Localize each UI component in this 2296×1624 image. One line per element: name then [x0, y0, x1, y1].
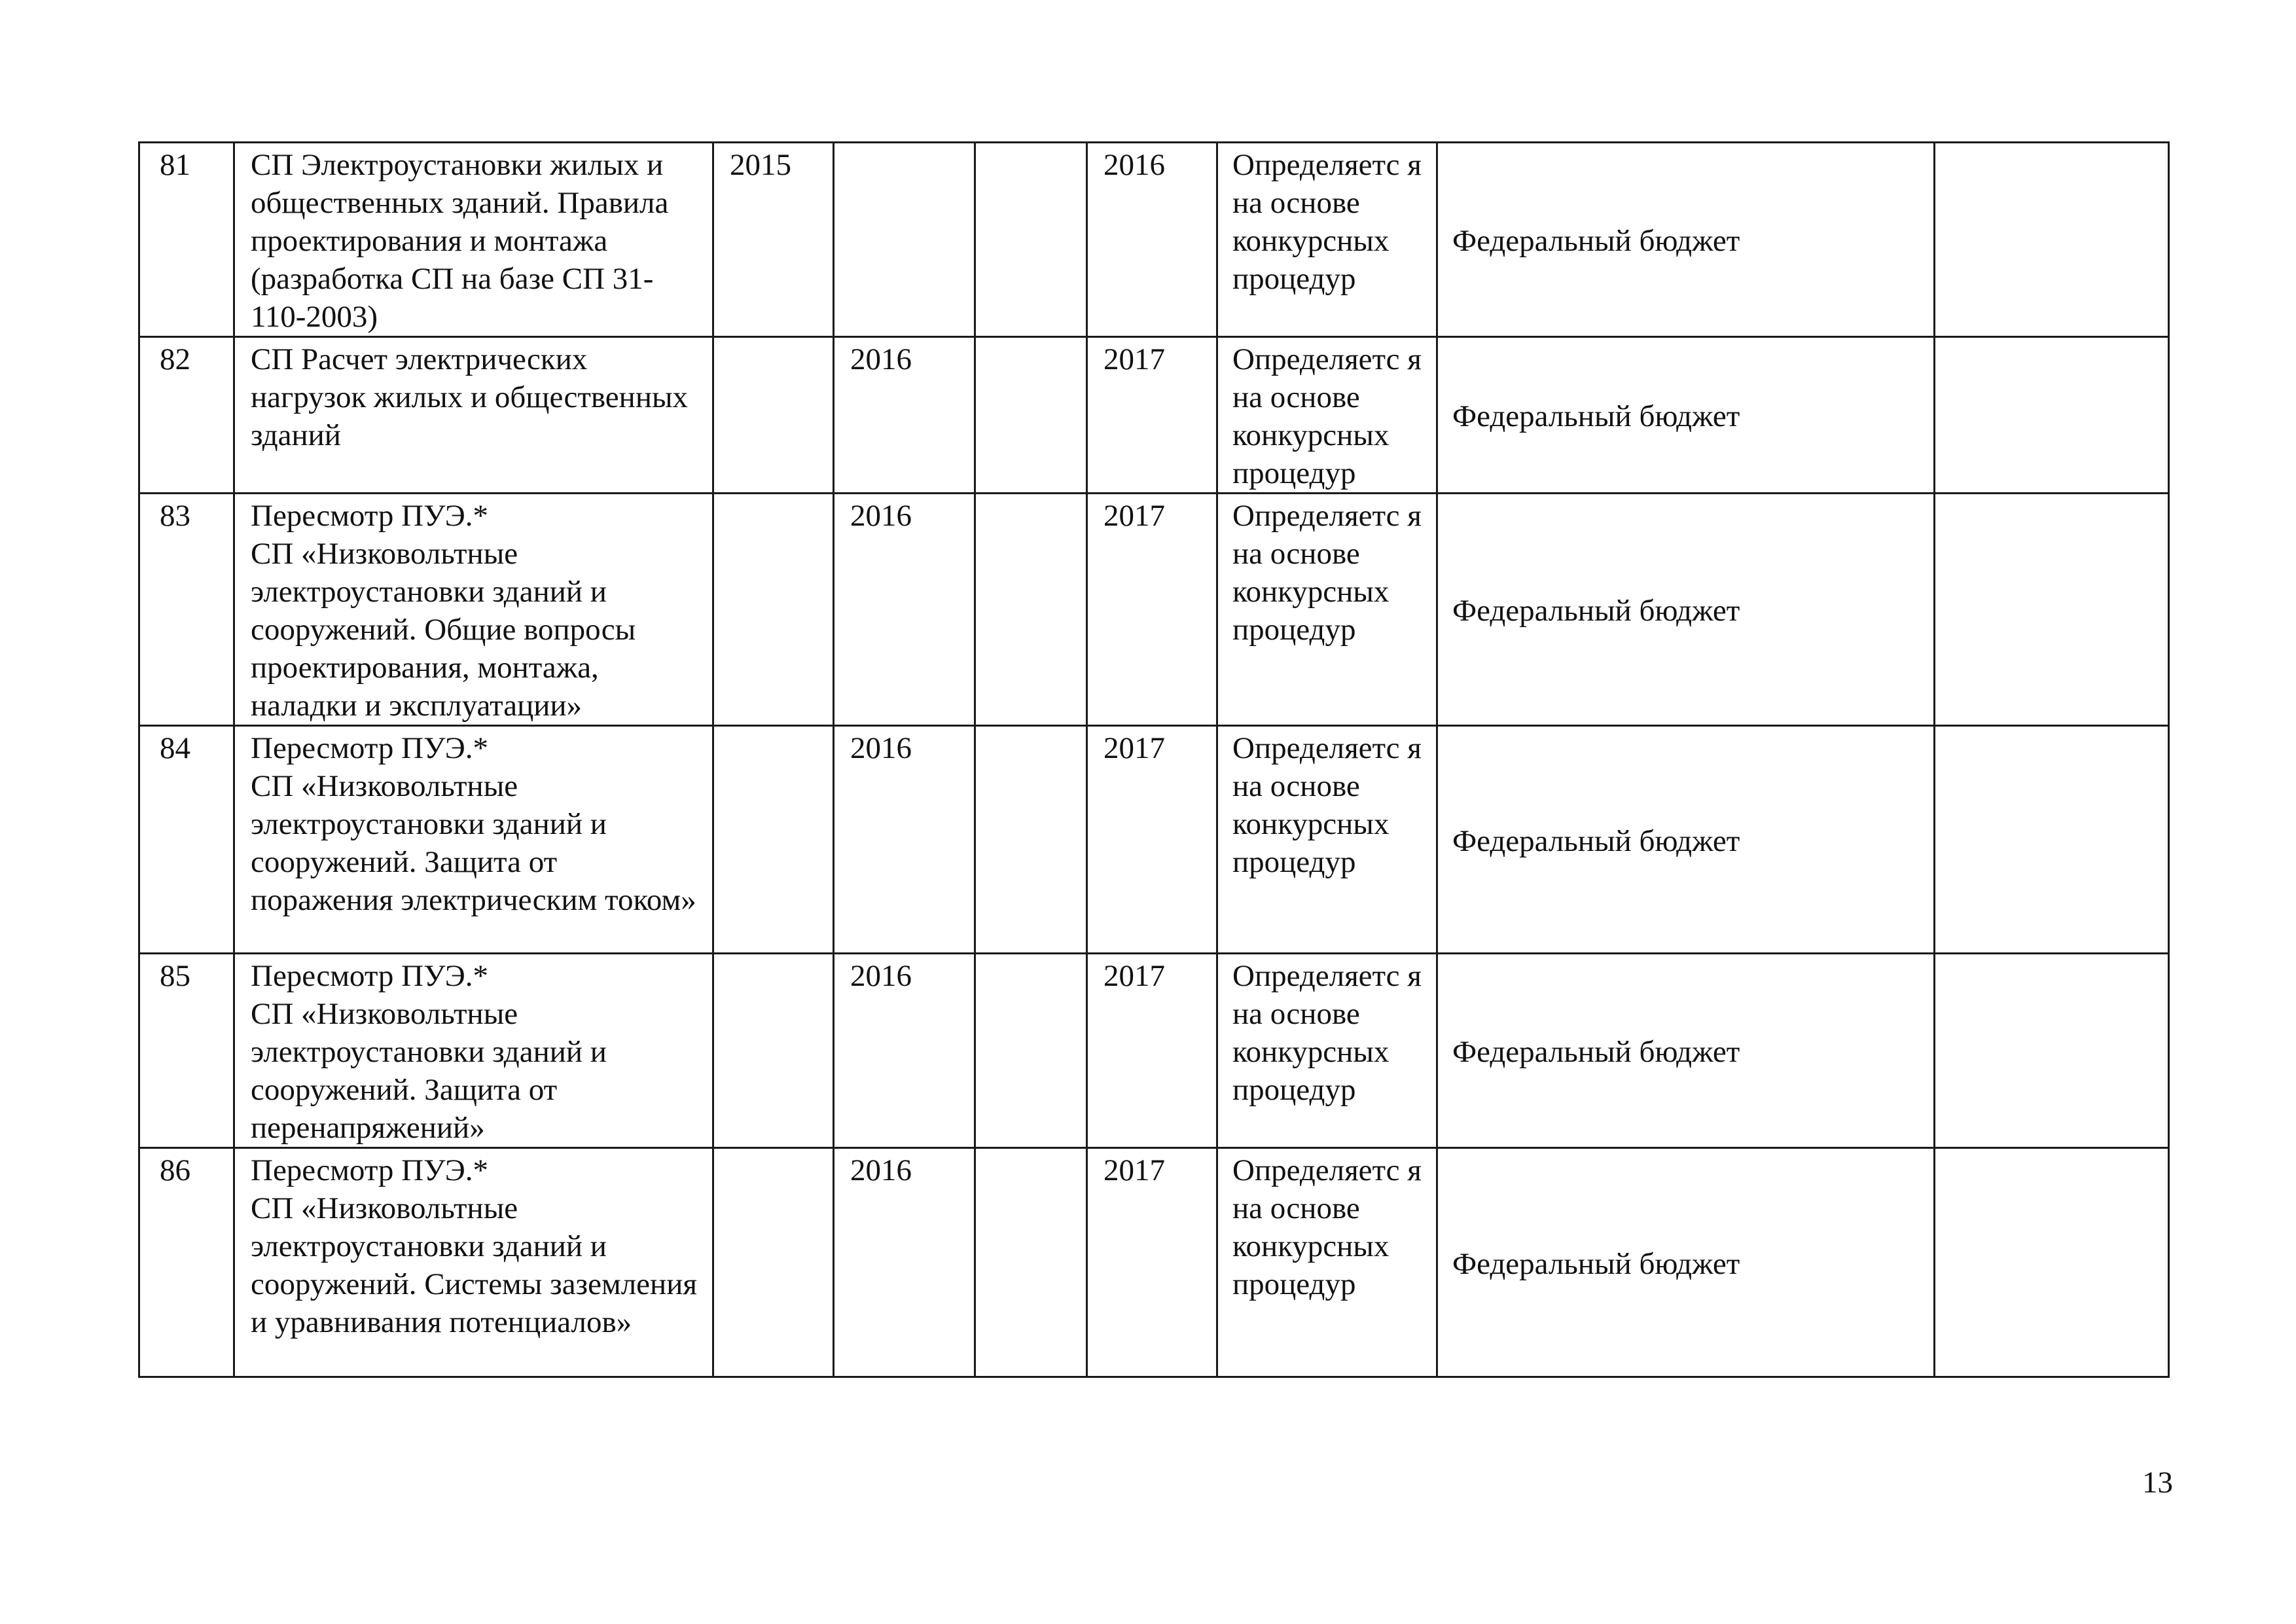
- year-cell-b: [834, 143, 975, 337]
- cost-cell: Определяетс я на основе конкурсных процедур: [1217, 954, 1437, 1148]
- note-cell: [1935, 494, 2169, 726]
- standards-plan-table: [138, 141, 2170, 1378]
- document-title: СП Расчет электрических нагрузок жилых и общественных зданий: [234, 337, 713, 494]
- table-row: [139, 143, 2169, 337]
- row-number: 86: [139, 1148, 234, 1377]
- year-cell-b: 2016: [834, 1148, 975, 1377]
- funding-source: Федеральный бюджет: [1437, 1148, 1935, 1377]
- document-title: Пересмотр ПУЭ.* СП «Низковольтные электроустановки зданий и сооружений. Системы заземления и уравнивания потенциалов»: [234, 1148, 713, 1377]
- year-cell-b: 2016: [834, 726, 975, 954]
- note-cell: [1935, 954, 2169, 1148]
- year-cell-d: 2016: [1087, 143, 1217, 337]
- note-cell: [1935, 337, 2169, 494]
- year-cell-d: 2017: [1087, 494, 1217, 726]
- year-cell-c: [975, 143, 1087, 337]
- year-cell-b: 2016: [834, 494, 975, 726]
- cost-cell: Определяетс я на основе конкурсных процедур: [1217, 143, 1437, 337]
- funding-source: Федеральный бюджет: [1437, 337, 1935, 494]
- year-cell-b: 2016: [834, 337, 975, 494]
- table-row: [139, 1148, 2169, 1377]
- note-cell: [1935, 143, 2169, 337]
- row-number: 85: [139, 954, 234, 1148]
- year-cell-d: 2017: [1087, 337, 1217, 494]
- funding-source: Федеральный бюджет: [1437, 143, 1935, 337]
- year-cell-a: [713, 954, 834, 1148]
- document-title: Пересмотр ПУЭ.* СП «Низковольтные электроустановки зданий и сооружений. Защита от поражения электрическим током»: [234, 726, 713, 954]
- cost-cell: Определяетс я на основе конкурсных процедур: [1217, 1148, 1437, 1377]
- year-cell-a: 2015: [713, 143, 834, 337]
- cost-cell: Определяетс я на основе конкурсных процедур: [1217, 726, 1437, 954]
- funding-source: Федеральный бюджет: [1437, 726, 1935, 954]
- page-number: 13: [2142, 1466, 2173, 1500]
- row-number: 82: [139, 337, 234, 494]
- funding-source: Федеральный бюджет: [1437, 494, 1935, 726]
- table-row: [139, 954, 2169, 1148]
- document-title: Пересмотр ПУЭ.* СП «Низковольтные электроустановки зданий и сооружений. Общие вопросы проектирования, монтажа, наладки и эксплуатации»: [234, 494, 713, 726]
- year-cell-a: [713, 494, 834, 726]
- year-cell-c: [975, 337, 1087, 494]
- row-number: 84: [139, 726, 234, 954]
- table-row: [139, 494, 2169, 726]
- year-cell-c: [975, 954, 1087, 1148]
- cost-cell: Определяетс я на основе конкурсных процедур: [1217, 494, 1437, 726]
- year-cell-c: [975, 1148, 1087, 1377]
- year-cell-a: [713, 1148, 834, 1377]
- table-row: [139, 337, 2169, 494]
- document-title: Пересмотр ПУЭ.* СП «Низковольтные электроустановки зданий и сооружений. Защита от перенапряжений»: [234, 954, 713, 1148]
- year-cell-d: 2017: [1087, 1148, 1217, 1377]
- row-number: 83: [139, 494, 234, 726]
- year-cell-d: 2017: [1087, 726, 1217, 954]
- cost-cell: Определяетс я на основе конкурсных процедур: [1217, 337, 1437, 494]
- table-row: [139, 726, 2169, 954]
- year-cell-a: [713, 726, 834, 954]
- document-title: СП Электроустановки жилых и общественных зданий. Правила проектирования и монтажа (разработка СП на базе СП 31-110-2003): [234, 143, 713, 337]
- note-cell: [1935, 726, 2169, 954]
- note-cell: [1935, 1148, 2169, 1377]
- year-cell-c: [975, 726, 1087, 954]
- year-cell-a: [713, 337, 834, 494]
- row-number: 81: [139, 143, 234, 337]
- funding-source: Федеральный бюджет: [1437, 954, 1935, 1148]
- year-cell-c: [975, 494, 1087, 726]
- year-cell-b: 2016: [834, 954, 975, 1148]
- year-cell-d: 2017: [1087, 954, 1217, 1148]
